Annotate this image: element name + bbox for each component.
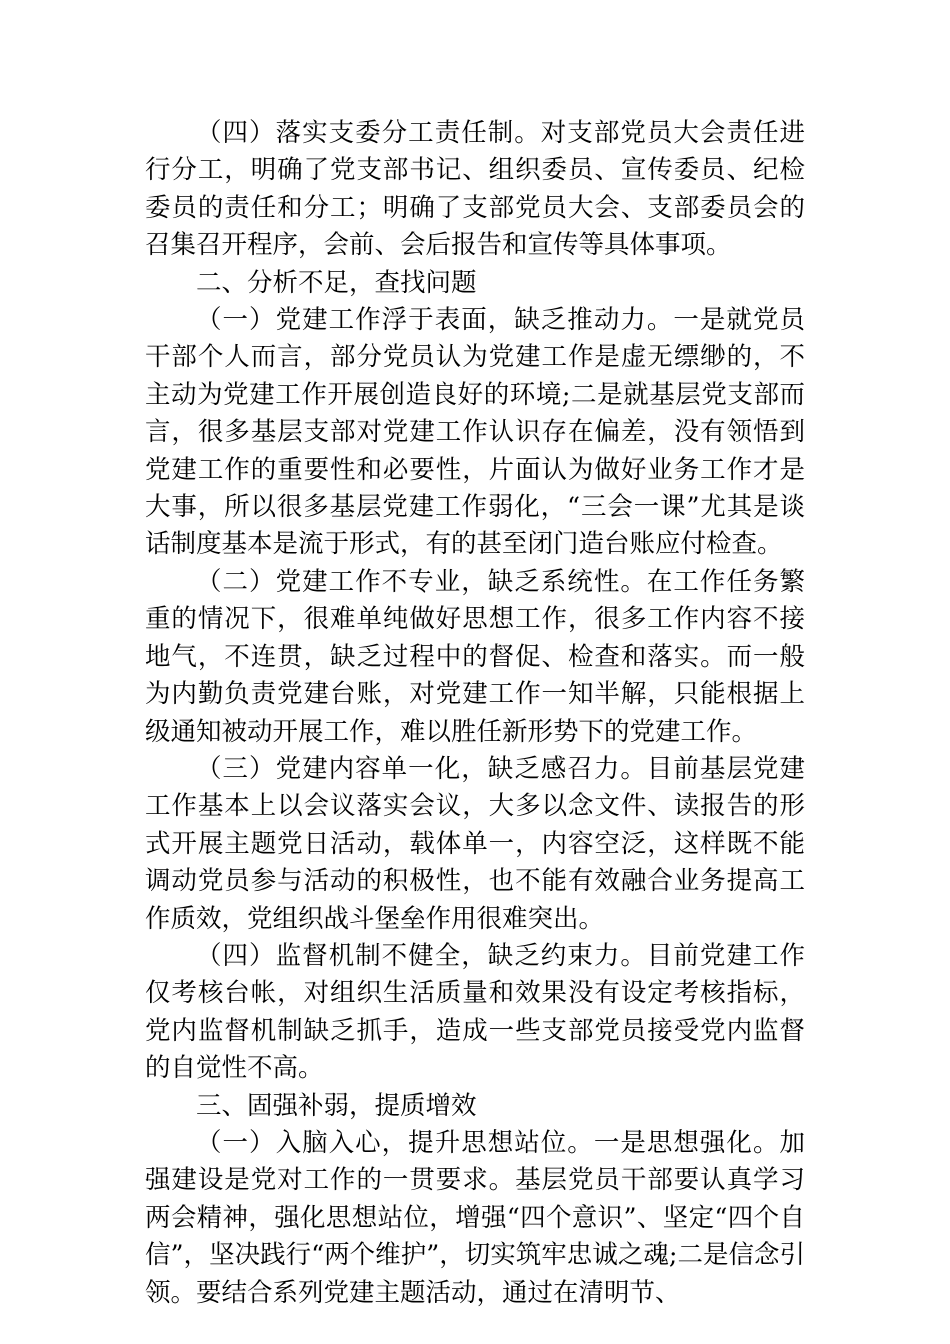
section-heading-3: 三、固强补弱，提质增效 [196,1090,477,1121]
paragraph-monotonous [145,751,805,938]
paragraph-superficial [145,302,805,564]
document-body [145,115,805,1312]
paragraph-branch-duties [145,115,805,265]
paragraph-lead: （一）党建工作浮于表面，缺乏推动力。 [196,305,674,336]
paragraph-text: 对支部党员大会责任进行分工，明确了党支部书记、组织委员、宣传委员、纪检委员的责任和分工；明确了支部党员大会、支部委员会的召集召开程序，会前、会后报告和宣传等具体事项。 [145,118,805,261]
paragraph-unprofessional [145,564,805,751]
paragraph-lead: （三）党建内容单一化，缺乏感召力。 [196,753,647,784]
paragraph-lead: （四）落实支委分工责任制。 [196,118,541,148]
paragraph-mindset [145,1125,805,1312]
paragraph-lead: （二）党建工作不专业，缺乏系统性。 [196,566,647,597]
paragraph-text: 在工作任务繁重的情况下，很难单纯做好思想工作，很多工作内容不接地气，不连贯，缺乏过程中的督促、检查和落实。而一般为内勤负责党建台账，对党建工作一知半解，只能根据上级通知被动开展工作，难以胜任新形势下的党建工作。 [145,566,805,747]
paragraph-text: 目前党建工作仅考核台帐，对组织生活质量和效果没有设定考核指标，党内监督机制缺乏抓手，造成一些支部党员接受党内监督的自觉性不高。 [145,940,805,1084]
paragraph-text: 目前基层党建工作基本上以会议落实会议，大多以念文件、读报告的形式开展主题党日活动，载体单一，内容空泛，这样既不能调动党员参与活动的积极性，也不能有效融合业务提高工作质效，党组织战斗堡垒作用很难突出。 [145,753,805,934]
section-heading-2: 二、分析不足，查找问题 [196,267,477,298]
paragraph-text: 一是思想强化。加强建设是党对工作的一贯要求。基层党员干部要认真学习两会精神，强化思想站位，增强“四个意识”、坚定“四个自信”，坚决践行“两个维护”，切实筑牢忠诚之魂;二是信念引领。要结合系列党建主题活动，通过在清明节、 [145,1127,805,1308]
paragraph-lead: （四）监督机制不健全，缺乏约束力。 [196,940,647,971]
paragraph-lead: （一）入脑入心，提升思想站位。 [196,1127,594,1158]
paragraph-text: 一是就党员干部个人而言，部分党员认为党建工作是虚无缥缈的，不主动为党建工作开展创造良好的环境;二是就基层党支部而言，很多基层支部对党建工作认识存在偏差，没有领悟到党建工作的重要性和必要性，片面认为做好业务工作才是大事，所以很多基层党建工作弱化，“三会一课”尤其是谈话制度基本是流于形式，有的甚至闭门造台账应付检查。 [145,305,805,560]
paragraph-supervision [145,938,805,1088]
